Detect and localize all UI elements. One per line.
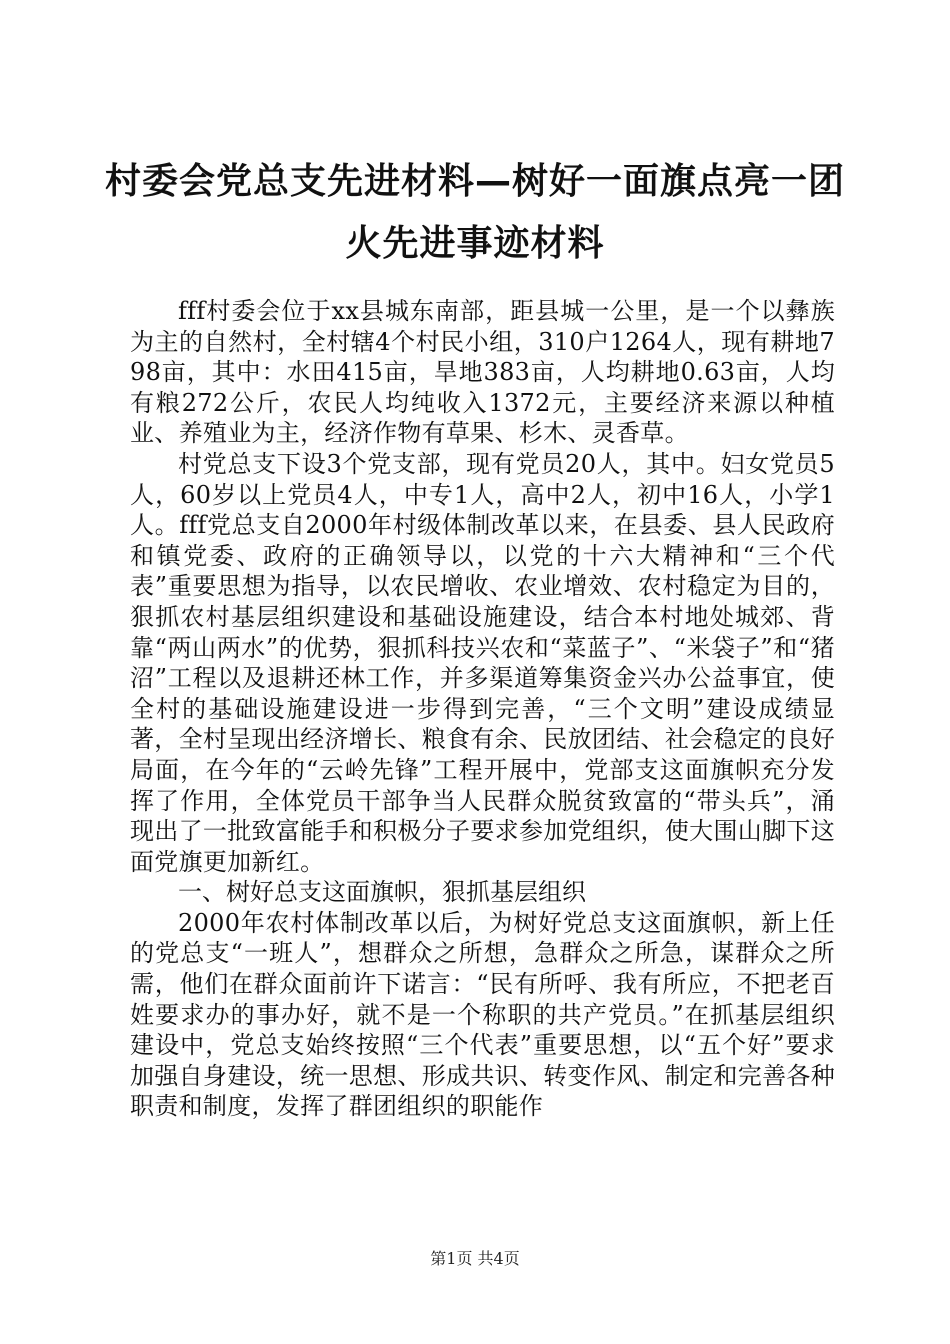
document-title-line-2: 火先进事迹材料 xyxy=(345,223,605,264)
document-title-line-1: 村委会党总支先进材料—树好一面旗点亮一团 xyxy=(104,161,845,202)
paragraph-reform: 2000年农村体制改革以后，为树好党总支这面旗帜，新上任的党总支“一班人”，想群众之所想，急群众之所急，谋群众之所需，他们在群众面前许下诺言：“民有所呼、我有所应，不把老百姓要求办的事办好，就不是一个称职的共产党员。”在抓基层组织建设中，党总支始终按照“三个代表”重要思想，以“五个好”要求加强自身建设，统一思想、形成共识、转变作风、制定和完善各种职责和制度，发挥了群团组织的职能作 xyxy=(130,908,835,1121)
paragraph-village-overview: fff村委会位于xx县城东南部，距县城一公里，是一个以彝族为主的自然村，全村辖4个村民小组，310户1264人，现有耕地798亩，其中：水田415亩，旱地383亩，人均耕地0.63亩，人均有粮272公斤，农民人均纯收入1372元，主要经济来源以种植业、养殖业为主，经济作物有草果、杉木、灵香草。 xyxy=(130,297,835,448)
page-number-footer: 第1页 共4页 xyxy=(430,1249,520,1268)
paragraph-party-branch: 村党总支下设3个党支部，现有党员20人，其中。妇女党员5人，60岁以上党员4人，中专1人，高中2人，初中16人，小学1人。fff党总支自2000年村级体制改革以来，在县委、县人民政府和镇党委、政府的正确领导以，以党的十六大精神和“三个代表”重要思想为指导，以农民增收、农业增效、农村稳定为目的，狠抓农村基层组织建设和基础设施建设，结合本村地处城郊、背靠“两山两水”的优势，狠抓科技兴农和“菜蓝子”、“米袋子”和“猪沼”工程以及退耕还林工作，并多渠道筹集资金兴办公益事宜，使全村的基础设施建设进一步得到完善，“三个文明”建设成绩显著，全村呈现出经济增长、粮食有余、民放团结、社会稳定的良好局面，在今年的“云岭先锋”工程开展中，党部支这面旗帜充分发挥了作用，全体党员干部争当人民群众脱贫致富的“带头兵”，涌现出了一批致富能手和积极分子要求参加党组织，使大围山脚下这面党旗更加新红。 xyxy=(130,449,835,876)
section-heading: 一、树好总支这面旗帜，狠抓基层组织 xyxy=(178,878,586,907)
document-body xyxy=(130,296,835,1122)
